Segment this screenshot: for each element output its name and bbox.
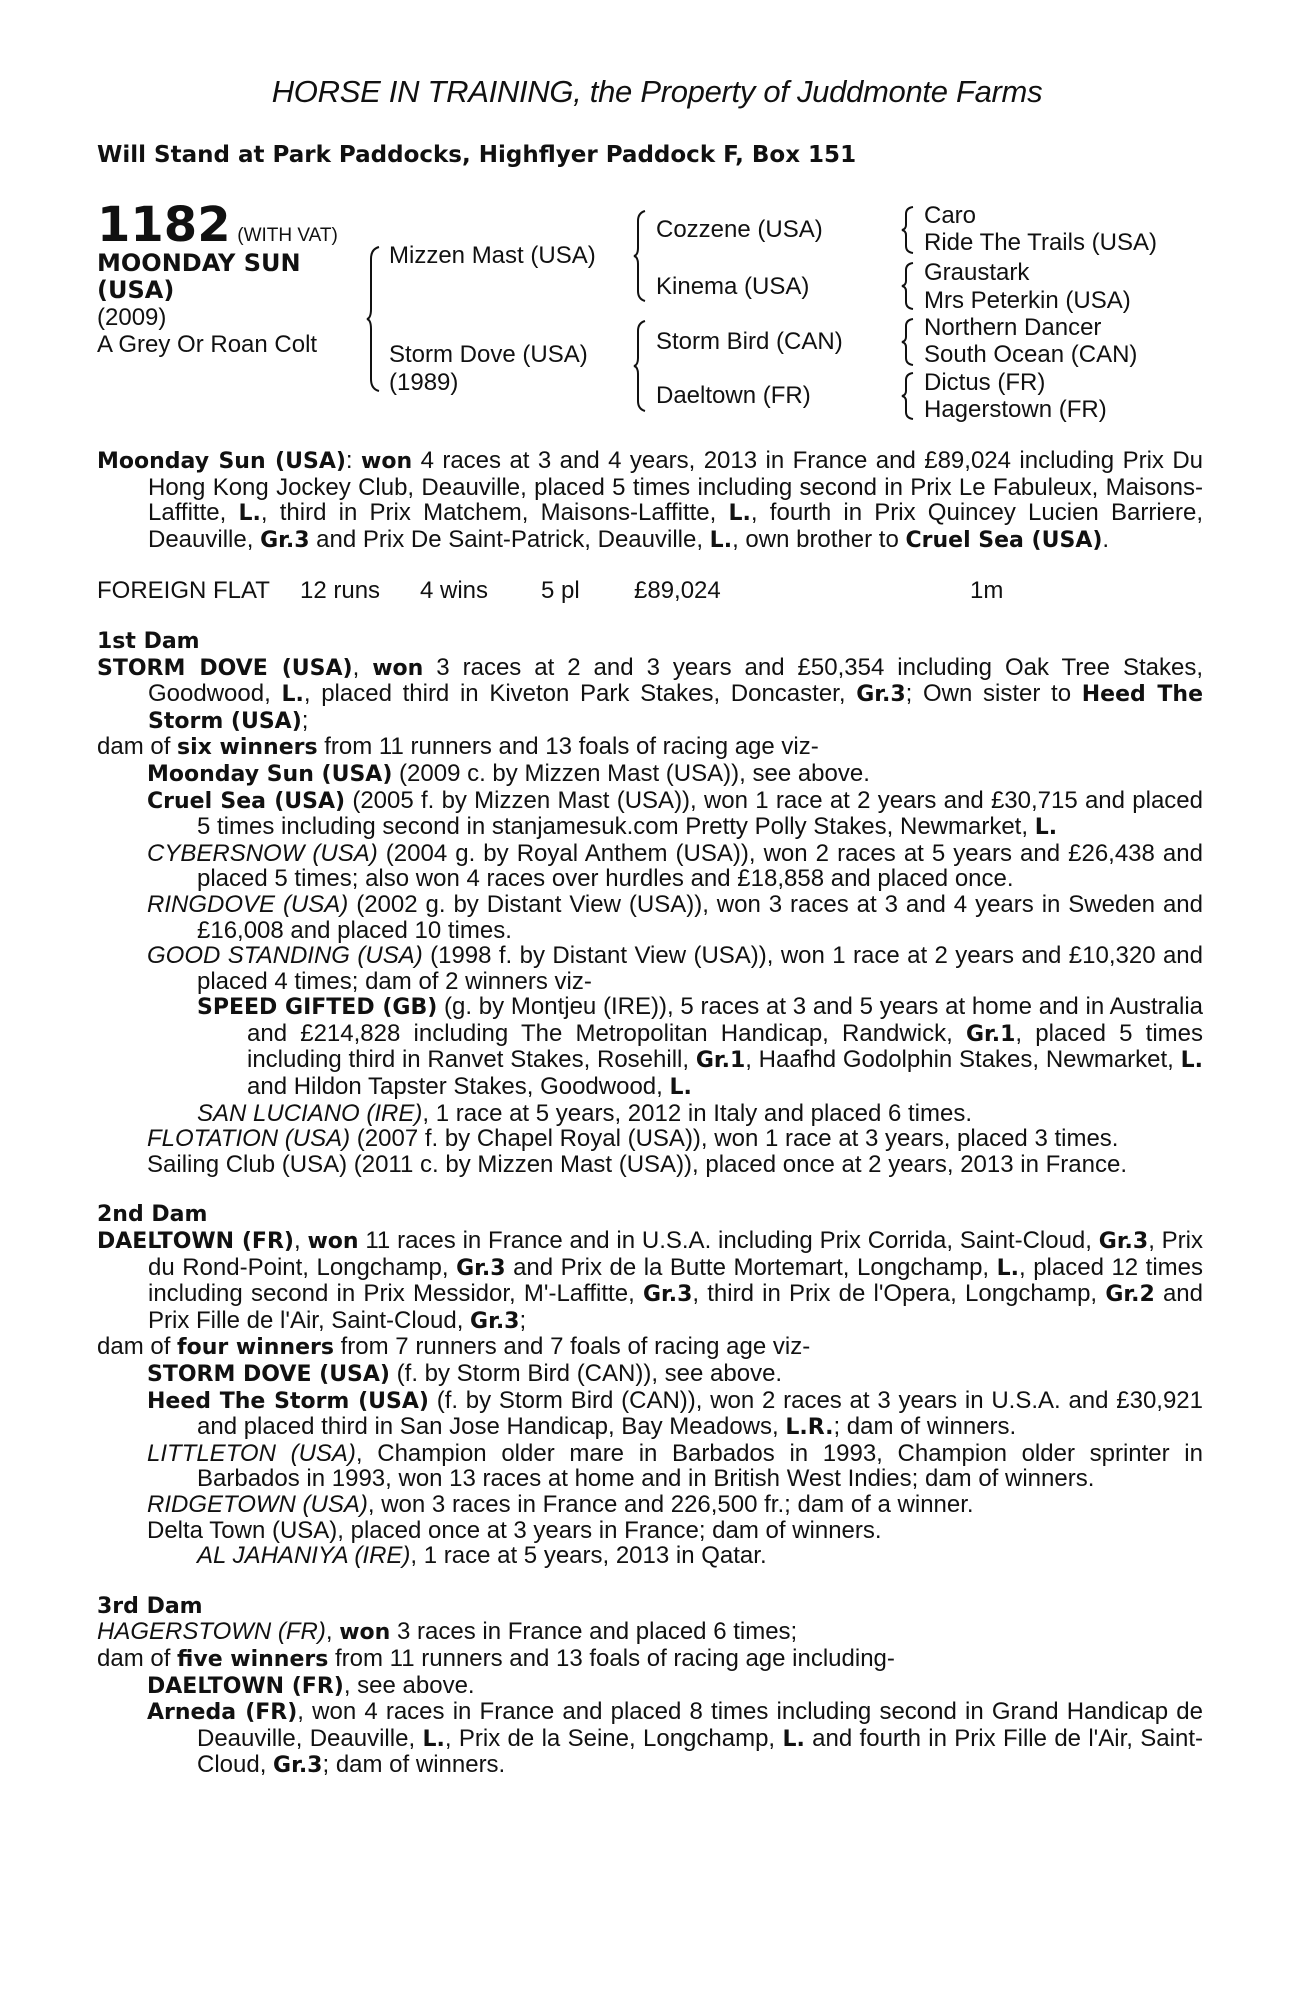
produce-good-standing: GOOD STANDING (USA) (1998 f. by Distant View (USA)), won 1 race at 2 years and £10,320 and placed 4 times; dam of 2 winners viz- <box>147 942 1204 995</box>
first-dam-produce: dam of six winners from 11 runners and 13 foals of racing age viz- <box>97 733 819 761</box>
pedigree-dam: Storm Dove (USA) <box>389 341 588 368</box>
pedigree-g5: Northern Dancer <box>924 314 1102 341</box>
pedigree-brace-g3 <box>901 318 915 366</box>
horse-name-line2: (USA) <box>97 276 175 304</box>
horse-description: A Grey Or Roan Colt <box>97 331 318 358</box>
produce-daeltown: DAELTOWN (FR), see above. <box>147 1671 475 1699</box>
produce-cybersnow: CYBERSNOW (USA) (2004 g. by Royal Anthem (USA)), won 2 races at 5 years and £26,438 and placed 5 times; also won 4 races over hurdles and £18,858 and placed once. <box>147 839 1203 893</box>
produce-moonday-sun: Moonday Sun (USA) (2009 c. by Mizzen Mast (USA)), see above. <box>147 759 870 787</box>
pedigree-brace-g2 <box>901 262 915 310</box>
produce-delta-town: Delta Town (USA), placed once at 3 years in France; dam of winners. <box>147 1516 882 1544</box>
pedigree-sire-sire: Cozzene (USA) <box>656 216 823 243</box>
pedigree-brace-sire <box>633 210 647 302</box>
produce-sailing-club: Sailing Club (USA) (2011 c. by Mizzen Mast (USA)), placed once at 2 years, 2013 in France. <box>147 1150 1127 1178</box>
lot-block <box>97 197 338 358</box>
pedigree-g2: Ride The Trails (USA) <box>924 229 1157 256</box>
second-dam-record: DAELTOWN (FR), won 11 races in France and in U.S.A. including Prix Corrida, Saint-Cloud, Gr.3, Prix du Rond-Point, Longchamp, Gr.3 and Prix de la Butte Mortemart, Longchamp, L., placed 12 times including second in Prix Messidor, M'-Laffitte, Gr.3, third in Prix de l'Opera, Longchamp, Gr.2 and Prix Fille de l'Air, Saint-Cloud, Gr.3; <box>97 1227 1204 1334</box>
produce-storm-dove: STORM DOVE (USA) (f. by Storm Bird (CAN)), see above. <box>147 1360 783 1387</box>
second-dam-heading: 2nd Dam <box>97 1202 208 1228</box>
pedigree-brace-g4 <box>901 372 915 420</box>
produce-san-luciano: SAN LUCIANO (IRE), 1 race at 5 years, 2012 in Italy and placed 6 times. <box>197 1099 973 1127</box>
produce-flotation: FLOTATION (USA) (2007 f. by Chapel Royal (USA)), won 1 race at 3 years, placed 3 times. <box>147 1125 1119 1153</box>
catalogue-body <box>97 448 1203 1779</box>
pedigree-brace-g1 <box>901 206 915 254</box>
produce-ringdove: RINGDOVE (USA) (2002 g. by Distant View (USA)), won 3 races at 3 and 4 years in Sweden and £16,008 and placed 10 times. <box>147 890 1203 944</box>
second-dam-produce: dam of four winners from 7 runners and 7 foals of racing age viz- <box>97 1333 811 1361</box>
third-dam-record: HAGERSTOWN (FR), won 3 races in France and placed 6 times; <box>97 1618 798 1646</box>
page-heading: HORSE IN TRAINING, the Property of Juddmonte Farms <box>271 74 1043 109</box>
vat-note: (WITH VAT) <box>237 225 338 246</box>
produce-ridgetown: RIDGETOWN (USA), won 3 races in France and 226,500 fr.; dam of a winner. <box>147 1490 974 1518</box>
first-dam-heading: 1st Dam <box>97 628 200 654</box>
third-dam-heading: 3rd Dam <box>97 1593 203 1619</box>
produce-al-jahaniya: AL JAHANIYA (IRE), 1 race at 5 years, 2013 in Qatar. <box>197 1542 767 1570</box>
pedigree-sire: Mizzen Mast (USA) <box>389 242 596 269</box>
pedigree-g7: Dictus (FR) <box>924 369 1046 396</box>
foaling-year: (2009) <box>97 304 167 331</box>
pedigree-g6: South Ocean (CAN) <box>924 341 1138 368</box>
pedigree-brace-main <box>366 246 382 392</box>
foreign-flat-summary: FOREIGN FLAT 12 runs 4 wins 5 pl £89,024 1m <box>97 577 1004 605</box>
pedigree-dam-year: (1989) <box>389 369 459 396</box>
pedigree-g3: Graustark <box>924 259 1030 286</box>
produce-speed-gifted: SPEED GIFTED (GB) (g. by Montjeu (IRE)), 5 races at 3 and 5 years at home and in Australia and £214,828 including The Metropolitan Handicap, Randwick, Gr.1, placed 5 times including third in Ranvet Stakes, Rosehill, Gr.1, Haafhd Godolphin Stakes, Newmarket, L. and Hildon Tapster Stakes, Goodwood, L. <box>197 993 1204 1101</box>
pedigree-dam-dam: Daeltown (FR) <box>656 382 811 409</box>
produce-littleton: LITTLETON (USA), Champion older mare in Barbados in 1993, Champion older sprinter in Barbados in 1993, won 13 races at home and in British West Indies; dam of winners. <box>147 1439 1203 1493</box>
pedigree-dam-sire: Storm Bird (CAN) <box>656 328 843 355</box>
pedigree-brace-dam <box>633 320 647 412</box>
produce-cruel-sea: Cruel Sea (USA) (2005 f. by Mizzen Mast (USA)), won 1 race at 2 years and £30,715 and placed 5 times including second in stanjamesuk.com Pretty Polly Stakes, Newmarket, L. <box>147 786 1203 841</box>
produce-heed-the-storm: Heed The Storm (USA) (f. by Storm Bird (CAN)), won 2 races at 3 years in U.S.A. and £30,921 and placed third in San Jose Handicap, Bay Meadows, L.R.; dam of winners. <box>147 1386 1203 1441</box>
produce-arneda: Arneda (FR), won 4 races in France and placed 8 times including second in Grand Handicap de Deauville, Deauville, L., Prix de la Seine, Longchamp, L. and fourth in Prix Fille de l'Air, Saint-Cloud, Gr.3; dam of winners. <box>147 1698 1203 1779</box>
third-dam-produce: dam of five winners from 11 runners and 13 foals of racing age including- <box>97 1644 895 1672</box>
pedigree-g8: Hagerstown (FR) <box>924 396 1107 423</box>
racing-record: Moonday Sun (USA): won 4 races at 3 and 4 years, 2013 in France and £89,024 including Prix Du Hong Kong Jockey Club, Deauville, placed 5 times including second in Prix Le Fabuleux, Maisons-Laffitte, L., third in Prix Matchem, Maisons-Laffitte, L., fourth in Prix Quincey Lucien Barriere, Deauville, Gr.3 and Prix De Saint-Patrick, Deauville, L., own brother to Cruel Sea (USA). <box>97 447 1204 553</box>
lot-number: 1182 <box>97 197 231 253</box>
first-dam-record: STORM DOVE (USA), won 3 races at 2 and 3 years and £50,354 including Oak Tree Stakes, Goodwood, L., placed third in Kiveton Park Stakes, Doncaster, Gr.3; Own sister to Heed The Storm (USA); <box>97 653 1203 734</box>
pedigree-sire-dam: Kinema (USA) <box>656 273 810 300</box>
pedigree-g1: Caro <box>924 202 977 229</box>
stand-location: Will Stand at Park Paddocks, Highflyer Paddock F, Box 151 <box>97 142 857 168</box>
horse-name-line1: MOONDAY SUN <box>97 249 301 277</box>
pedigree-g4: Mrs Peterkin (USA) <box>924 287 1131 314</box>
